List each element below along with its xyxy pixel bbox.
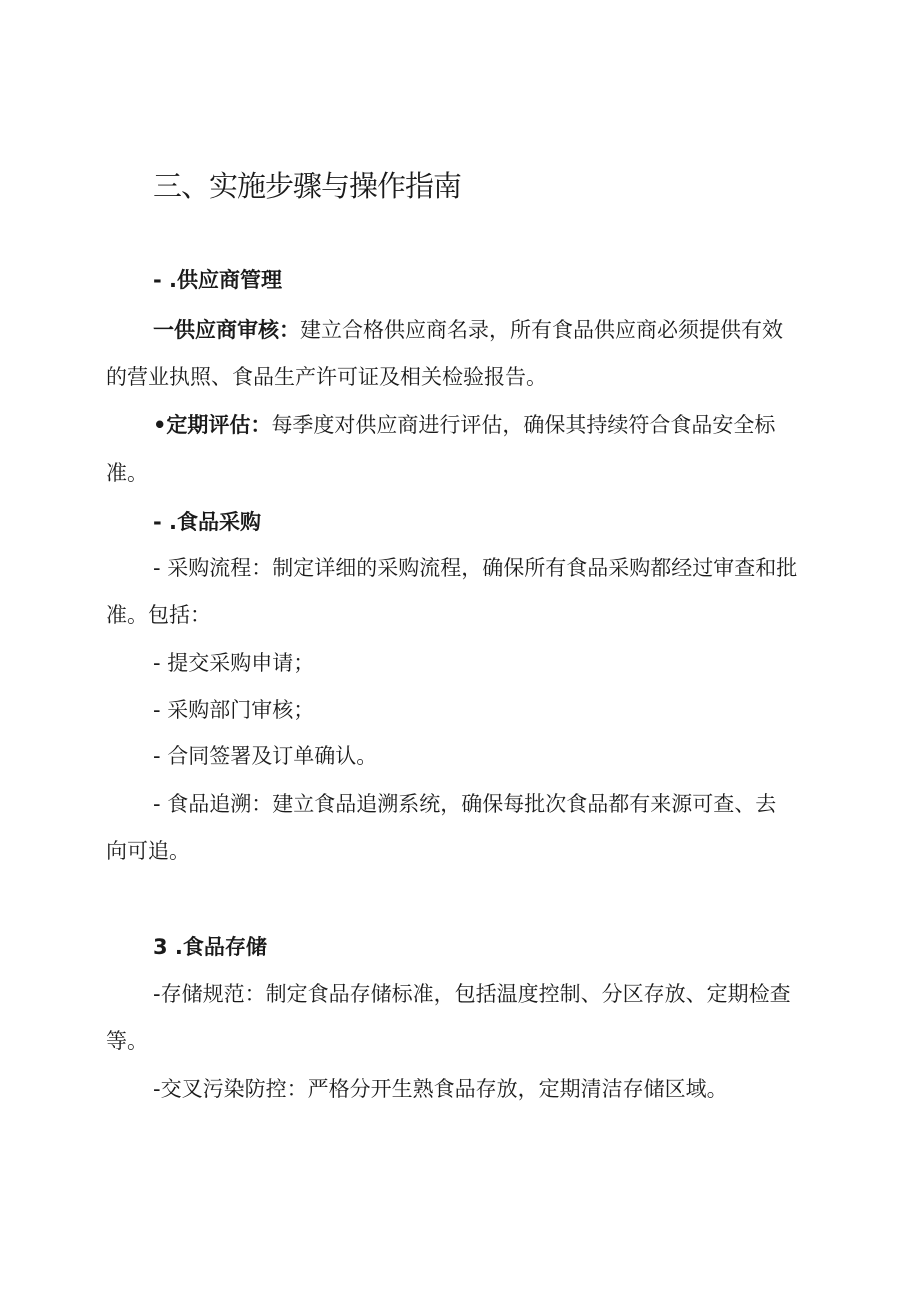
list-item: - 采购部门审核； xyxy=(153,698,315,722)
paragraph-periodic-review xyxy=(153,410,775,440)
paragraph-procurement-process: - 采购流程：制定详细的采购流程，确保所有食品采购都经过审查和批 xyxy=(153,556,798,580)
paragraph-traceability: - 食品追溯：建立食品追溯系统，确保每批次食品都有来源可查、去 xyxy=(153,792,777,816)
paragraph-text: 建立合格供应商名录，所有食品供应商必须提供有效 xyxy=(300,318,783,342)
paragraph-continuation: 的营业执照、食品生产许可证及相关检验报告。 xyxy=(106,365,547,389)
paragraph-continuation: 准。 xyxy=(106,461,148,485)
paragraph-lead: 一供应商审核： xyxy=(153,318,300,342)
paragraph-continuation: 向可追。 xyxy=(106,839,190,863)
paragraph-storage-norms: -存储规范：制定食品存储标准，包括温度控制、分区存放、定期检查 xyxy=(153,982,791,1006)
section-title: 三、实施步骤与操作指南 xyxy=(153,169,462,203)
subsection-heading-procurement: - .食品采购 xyxy=(153,510,262,534)
list-item: - 提交采购申请； xyxy=(153,651,315,675)
paragraph-supplier-audit xyxy=(153,315,783,345)
paragraph-continuation: 等。 xyxy=(106,1029,148,1053)
list-item: - 合同签署及订单确认。 xyxy=(153,744,378,768)
subsection-heading-storage: 3 .食品存储 xyxy=(153,935,267,959)
subsection-heading-supplier: - .供应商管理 xyxy=(153,268,283,292)
paragraph-lead: •定期评估： xyxy=(153,413,272,437)
paragraph-continuation: 准。包括： xyxy=(106,603,211,627)
paragraph-cross-contamination: -交叉污染防控：严格分开生熟食品存放，定期清洁存储区域。 xyxy=(153,1077,728,1101)
paragraph-text: 每季度对供应商进行评估，确保其持续符合食品安全标 xyxy=(271,413,776,437)
